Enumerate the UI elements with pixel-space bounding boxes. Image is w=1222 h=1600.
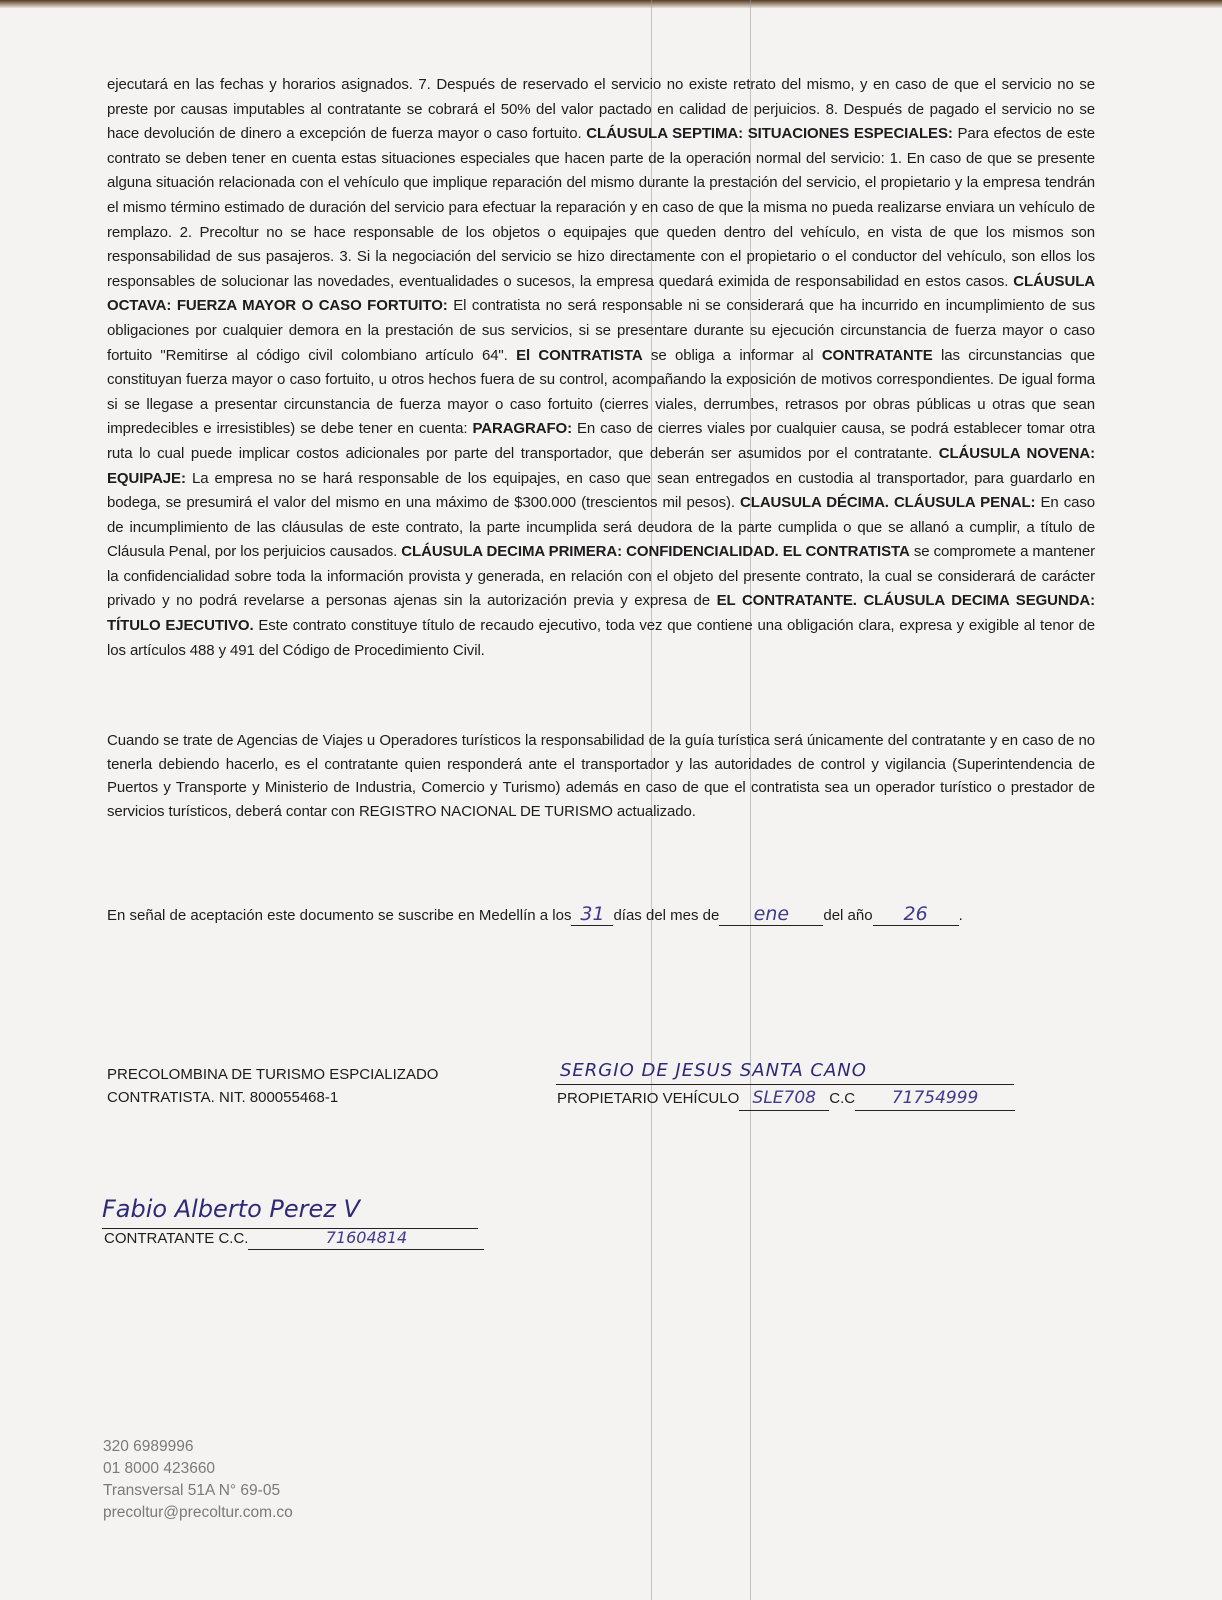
acceptance-prefix: En señal de aceptación este documento se suscribe en Medellín a los (107, 907, 572, 924)
clause-heading: EL CONTRATANTE. CLÁUSULA DECIMA SEGUNDA: TÍTULO EJECUTIVO. (107, 592, 1096, 635)
contact-toll-free: 01 8000 423660 (103, 1460, 216, 1477)
clause-heading: CLÁUSULA NOVENA: EQUIPAJE: (107, 444, 1095, 487)
clause-text: Este contrato constituye título de recaudo ejecutivo, toda vez que contiene una obligación clara, expresa y exigible al tenor de los artículos 488 y 491 del Código de Procedimiento Civil. (107, 617, 1095, 659)
clause-text: Cuando se trate de Agencias de Viajes u Operadores turísticos la responsabilidad de la guía turística será únicamente del contratante y en caso de no tenerla debiendo hacerlo, es el contratante quien responderá ante el transportador y las autoridades de control y vigilancia (Superintendencia de Puertos y Transporte y Ministerio de Industria, Comercio y Turismo) además en caso de que el contratista sea un operador turístico o prestador de servicios turísticos, deberá contar con REGISTRO NACIONAL DE TURISMO actualizado. (107, 732, 1095, 820)
clause-text: se compromete a mantener la confidencialidad sobre toda la información provista y generada, en relación con el objeto del presente contrato, la cual se considerará de carácter privado y no podrá revelarse a personas ajenas sin la autorización previa y expresa de (107, 543, 1096, 610)
contact-address: Transversal 51A N° 69-05 (103, 1482, 281, 1499)
client-cc: 71604814 (248, 1226, 484, 1250)
owner-label: PROPIETARIO VEHÍCULO (557, 1090, 740, 1107)
owner-cc-label: C.C (829, 1090, 856, 1107)
month-field: ene (719, 903, 823, 926)
day-field: 31 (571, 903, 613, 926)
owner-name-handwritten: SERGIO DE JESUS SANTA CANO (560, 1060, 867, 1081)
clause-text: las circunstancias que constituyan fuerza mayor o caso fortuito, u otros hechos fuera de su control, acompañando la exposición de motivos correspondientes. De igual forma si se llegase a presentar circunstancia de fuerza mayor o caso fortuito (cierres viales, derrumbes, retrasos por obras públicas u otras que sean impredecibles e irresistibles) se debe tener en cuenta: (107, 346, 1095, 438)
clause-text: Para efectos de este contrato se deben tener en cuenta estas situaciones especiales que hacen parte de la operación normal del servicio: 1. En caso de que se presente alguna situación relacionada con el vehículo que implique reparación del mismo durante la prestación del servicio, el propietario y la empresa tendrán el mismo término estimado de duración del servicio para efectuar la reparación y en caso de que la misma no pueda realizarse enviara un vehículo de remplazo. 2. Precoltur no se hace responsable de los objetos o equipajes que queden dentro del vehículo, en vista de que los mismos son responsabilidad de sus pasajeros. 3. Si la negociación del servicio se hizo directamente con el propietario o el conductor del vehículo, son ellos los responsables de solucionar las novedades, eventualidades o sucesos, la empresa quedará eximida de responsabilidad en estos casos. (107, 125, 1096, 290)
acceptance-suffix: . (958, 907, 963, 924)
acceptance-mid1: días del mes de (613, 907, 720, 924)
year-field: 26 (873, 903, 959, 926)
clause-text: La empresa no se hará responsable de los equipajes, en caso que sean entregados en custodia al transportador, para guardarlo en bodega, se presumirá el valor del mismo en una máximo de $300.000 (trescientos mil pesos). (107, 469, 1095, 512)
owner-block (557, 1087, 1015, 1111)
tour-operators-paragraph (107, 729, 1095, 823)
acceptance-line (107, 903, 963, 926)
client-signature: Fabio Alberto Perez V (102, 1195, 360, 1223)
clause-text: El contratista no será responsable ni se considerará que ha incurrido en incumplimiento de sus obligaciones por cualquier demora en la prestación de sus servicios, si se presentare durante su ejecución circunstancia de fuerza mayor o caso fortuito "Remitirse al código civil colombiano artículo 64". (107, 297, 1095, 364)
clause-text: En caso de cierres viales por cualquier causa, se podrá establecer tomar otra ruta lo cual puede implicar costos adicionales por parte del transportador, que deberán ser asumidos por el contratante. (107, 420, 1095, 462)
contractor-nit: CONTRATISTA. NIT. 800055468-1 (107, 1089, 339, 1106)
clause-heading: El CONTRATISTA (516, 346, 643, 364)
clause-heading: CLÁUSULA SEPTIMA: SITUACIONES ESPECIALES: (586, 125, 953, 143)
page-top-edge (0, 0, 1222, 8)
contractor-block (107, 1063, 438, 1109)
contact-phone: 320 6989996 (103, 1438, 194, 1455)
clause-text: ejecutará en las fechas y horarios asignados. 7. Después de reservado el servicio no existe retrato del mismo, y en caso de que el servicio no se preste por causas imputables al contratante se cobrará el 50% del valor pactado en calidad de perjuicios. 8. Después de pagado el servicio no se hace devolución de dinero a excepción de fuerza mayor o caso fortuito. (107, 76, 1095, 143)
clause-text: En caso de incumplimiento de las cláusulas de este contrato, la parte incumplida será deudora de la parte cumplida o que se allanó a cumplir, a título de Cláusula Penal, por los perjuicios causados. (107, 494, 1095, 561)
vehicle-plate: SLE708 (739, 1087, 829, 1111)
owner-signature-line (556, 1084, 1014, 1085)
contractor-name: PRECOLOMBINA DE TURISMO ESPCIALIZADO (107, 1066, 439, 1083)
client-label: CONTRATANTE C.C. (104, 1230, 249, 1247)
clause-heading: PARAGRAFO: (472, 420, 572, 438)
acceptance-mid2: del año (823, 907, 873, 924)
clause-heading: CLÁUSULA OCTAVA: FUERZA MAYOR O CASO FORTUITO: (107, 272, 1095, 315)
owner-cc: 71754999 (855, 1087, 1015, 1111)
clause-heading: CLÁUSULA DECIMA PRIMERA: CONFIDENCIALIDAD. EL CONTRATISTA (401, 543, 910, 561)
clause-heading: CONTRATANTE (821, 346, 933, 364)
contact-email: precoltur@precoltur.com.co (103, 1504, 293, 1521)
client-block (104, 1226, 484, 1250)
clause-heading: CLAUSULA DÉCIMA. CLÁUSULA PENAL: (740, 494, 1036, 512)
contract-clauses-paragraph (107, 73, 1095, 663)
company-contact (103, 1436, 293, 1524)
clause-text: se obliga a informar al (642, 346, 822, 364)
